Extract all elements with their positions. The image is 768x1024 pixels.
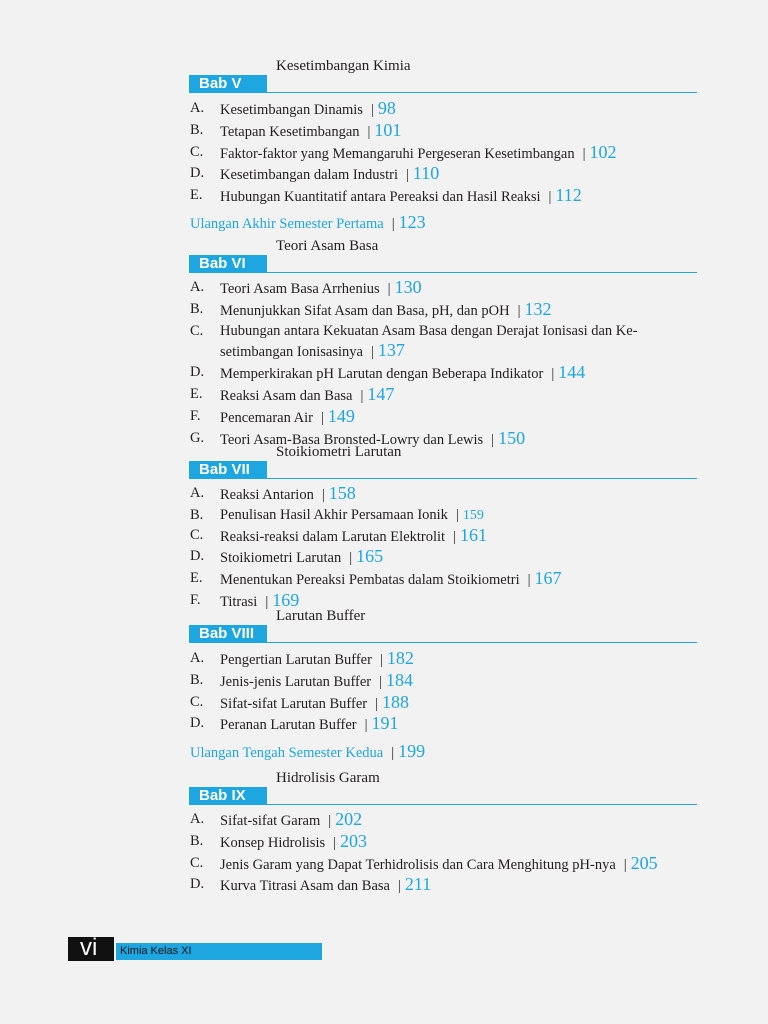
separator: | [397, 878, 401, 895]
separator: | [453, 528, 456, 545]
item-letter: A. [190, 485, 205, 501]
chapter-title: Teori Asam Basa [276, 238, 379, 254]
item-letter: F. [190, 591, 201, 608]
item-text: Konsep Hidrolisis [220, 834, 326, 851]
chapter-rule [189, 272, 697, 273]
item-text: Kurva Titrasi Asam dan Basa [220, 878, 390, 895]
separator: | [405, 167, 409, 184]
separator: | [527, 572, 531, 589]
chapter-header [189, 443, 697, 483]
item-letter: A. [190, 279, 205, 295]
page-number: 112 [555, 185, 582, 206]
item-text: Penulisan Hasil Akhir Persamaan Ionik [220, 506, 448, 523]
item-letter: D. [190, 165, 205, 182]
item-letter: A. [190, 811, 205, 827]
item-text: Reaksi Asam dan Basa [220, 387, 353, 404]
item-letter: C. [190, 322, 204, 339]
item-text-continued: setimbangan Ionisasinya [220, 344, 363, 361]
chapter-rule [189, 642, 697, 643]
page-number: 202 [335, 809, 363, 829]
item-letter: B. [190, 832, 204, 849]
toc-item[interactable] [189, 506, 697, 526]
item-letter: E. [190, 385, 203, 402]
separator: | [391, 216, 395, 232]
separator: | [375, 695, 379, 712]
item-text: Tetapan Kesetimbangan [220, 123, 360, 140]
toc-item[interactable] [189, 164, 697, 186]
chapter-bab-v [189, 57, 697, 208]
separator: | [548, 189, 552, 206]
chapter-title: Stoikiometri Larutan [276, 444, 402, 460]
separator: | [360, 387, 364, 404]
separator: | [379, 652, 383, 668]
page-number: 182 [386, 648, 414, 668]
separator: | [321, 487, 325, 503]
toc-item[interactable] [189, 832, 697, 854]
page-number: 169 [272, 589, 300, 610]
page-number: 205 [630, 852, 658, 873]
page-number: 167 [534, 568, 562, 589]
page-number: 199 [398, 741, 426, 761]
page-number: 132 [524, 298, 552, 319]
toc-item[interactable] [189, 547, 697, 569]
item-text: Sifat-sifat Larutan Buffer [220, 695, 368, 712]
separator: | [623, 856, 627, 873]
separator: | [379, 673, 383, 690]
item-letter: A. [190, 100, 205, 116]
item-letter: F. [190, 407, 201, 424]
item-letter: A. [190, 650, 205, 666]
separator: | [349, 550, 353, 567]
page-number: 158 [328, 483, 356, 503]
toc-item[interactable] [189, 322, 697, 364]
chapter-rule [189, 92, 697, 93]
toc-item[interactable] [189, 363, 697, 385]
page-number: 203 [340, 830, 368, 851]
separator: | [551, 366, 555, 383]
item-text: Reaksi-reaksi dalam Larutan Elektrolit [220, 528, 446, 545]
separator: | [455, 506, 459, 523]
item-text: Pengertian Larutan Buffer [220, 652, 372, 668]
exam-label: Ulangan Tengah Semester Kedua [190, 745, 384, 761]
chapter-bab-ix [189, 769, 697, 897]
item-letter: D. [190, 876, 205, 893]
chapter-header [189, 769, 697, 809]
toc-item[interactable] [189, 854, 697, 876]
exam-label: Ulangan Akhir Semester Pertama [190, 216, 384, 232]
item-letter: C. [190, 526, 204, 543]
toc-item[interactable] [189, 693, 697, 715]
chapter-bab-viii [189, 607, 697, 736]
page-number: 144 [558, 362, 586, 383]
page-number: 150 [498, 427, 526, 448]
page-number: 102 [589, 141, 617, 162]
separator: | [370, 344, 374, 361]
toc-item[interactable] [189, 407, 697, 429]
separator: | [517, 302, 521, 319]
toc-item[interactable] [189, 300, 697, 322]
item-text: Jenis Garam yang Dapat Terhidrolisis dan Cara Menghitung pH-nya [220, 856, 616, 873]
page-number: 98 [377, 98, 396, 118]
toc-item[interactable] [189, 649, 697, 671]
item-text: Kesetimbangan dalam Industri [220, 167, 398, 184]
item-text: Kesetimbangan Dinamis [220, 102, 363, 118]
chapter-bab-vii [189, 443, 697, 613]
folio-box [68, 934, 114, 961]
folio-number: vi [80, 934, 98, 961]
item-letter: G. [190, 429, 205, 446]
toc-item[interactable] [189, 484, 697, 506]
chapter-header [189, 237, 697, 277]
exam-entry[interactable] [190, 213, 426, 233]
item-text: Jenis-jenis Larutan Buffer [220, 673, 372, 690]
item-letter: E. [190, 187, 203, 204]
page-number: 147 [367, 383, 395, 404]
page-number: 123 [398, 212, 426, 232]
separator: | [582, 145, 586, 162]
toc-item[interactable] [189, 99, 697, 121]
item-letter: E. [190, 570, 203, 587]
item-text: Pencemaran Air [220, 409, 314, 426]
page-number: 149 [327, 405, 355, 426]
item-text: Memperkirakan pH Larutan dengan Beberapa Indikator [220, 366, 544, 383]
page-number: 191 [371, 713, 399, 734]
chapter-header [189, 57, 697, 97]
item-text: Peranan Larutan Buffer [220, 717, 357, 734]
chapter-title: Larutan Buffer [276, 608, 366, 624]
item-text: Reaksi Antarion [220, 487, 314, 503]
item-letter: B. [190, 121, 204, 138]
chapter-badge: Bab VIII [189, 625, 267, 643]
chapter-badge: Bab VII [189, 461, 267, 479]
toc-item[interactable] [189, 714, 697, 736]
item-text: Sifat-sifat Garam [220, 813, 321, 829]
page-number: 159 [462, 507, 484, 523]
chapter-rule [189, 804, 697, 805]
item-letter: D. [190, 548, 205, 565]
item-letter: C. [190, 693, 204, 710]
item-letter: B. [190, 506, 204, 523]
separator: | [367, 123, 371, 140]
toc-item[interactable] [189, 143, 697, 165]
item-letter: C. [190, 143, 204, 160]
page-number: 110 [412, 163, 440, 184]
chapter-title: Hidrolisis Garam [276, 770, 380, 786]
toc-item[interactable] [189, 526, 697, 548]
toc-item[interactable] [189, 569, 697, 591]
separator: | [491, 431, 495, 448]
separator: | [265, 593, 269, 610]
item-text: Stoikiometri Larutan [220, 550, 342, 567]
item-text: Hubungan antara Kekuatan Asam Basa dengan Derajat Ionisasi dan Ke- [220, 322, 638, 339]
page-number: 188 [382, 691, 410, 712]
separator: | [321, 409, 324, 426]
page-number: 130 [394, 277, 422, 297]
toc-item[interactable] [189, 278, 697, 300]
item-letter: B. [190, 300, 204, 317]
running-footer: Kimia Kelas XI [116, 943, 322, 960]
separator: | [364, 717, 368, 734]
page-number: 101 [374, 119, 402, 140]
page-number: 184 [386, 669, 414, 690]
item-text: Menentukan Pereaksi Pembatas dalam Stoikiometri [220, 572, 520, 589]
toc-item[interactable] [189, 121, 697, 143]
chapter-badge: Bab VI [189, 255, 267, 273]
chapter-header [189, 607, 697, 647]
item-letter: C. [190, 854, 204, 871]
page-number: 211 [404, 874, 432, 895]
chapter-title: Kesetimbangan Kimia [276, 58, 411, 74]
chapter-bab-vi [189, 237, 697, 450]
item-text: Menunjukkan Sifat Asam dan Basa, pH, dan pOH [220, 302, 510, 319]
toc-item[interactable] [189, 875, 697, 897]
page-number: 137 [377, 340, 405, 361]
exam-entry[interactable] [190, 742, 425, 762]
item-letter: B. [190, 671, 204, 688]
toc-item[interactable] [189, 385, 697, 407]
separator: | [370, 102, 374, 118]
page-number: 161 [459, 524, 487, 545]
item-text: Faktor-faktor yang Memangaruhi Pergeseran Kesetimbangan [220, 145, 575, 162]
separator: | [328, 813, 332, 829]
page-number: 165 [356, 546, 384, 567]
chapter-badge: Bab V [189, 75, 267, 93]
item-text: Teori Asam Basa Arrhenius [220, 281, 380, 297]
separator: | [391, 745, 395, 761]
chapter-badge: Bab IX [189, 787, 267, 805]
separator: | [333, 834, 337, 851]
toc-item[interactable] [189, 671, 697, 693]
item-text: Hubungan Kuantitatif antara Pereaksi dan Hasil Reaksi [220, 189, 541, 206]
separator: | [387, 281, 391, 297]
item-text: Titrasi [220, 593, 258, 610]
item-letter: D. [190, 364, 205, 381]
chapter-rule [189, 478, 697, 479]
item-letter: D. [190, 715, 205, 732]
item-text: Teori Asam-Basa Bronsted-Lowry dan Lewis [220, 431, 484, 448]
toc-item[interactable] [189, 810, 697, 832]
toc-item[interactable] [189, 186, 697, 208]
